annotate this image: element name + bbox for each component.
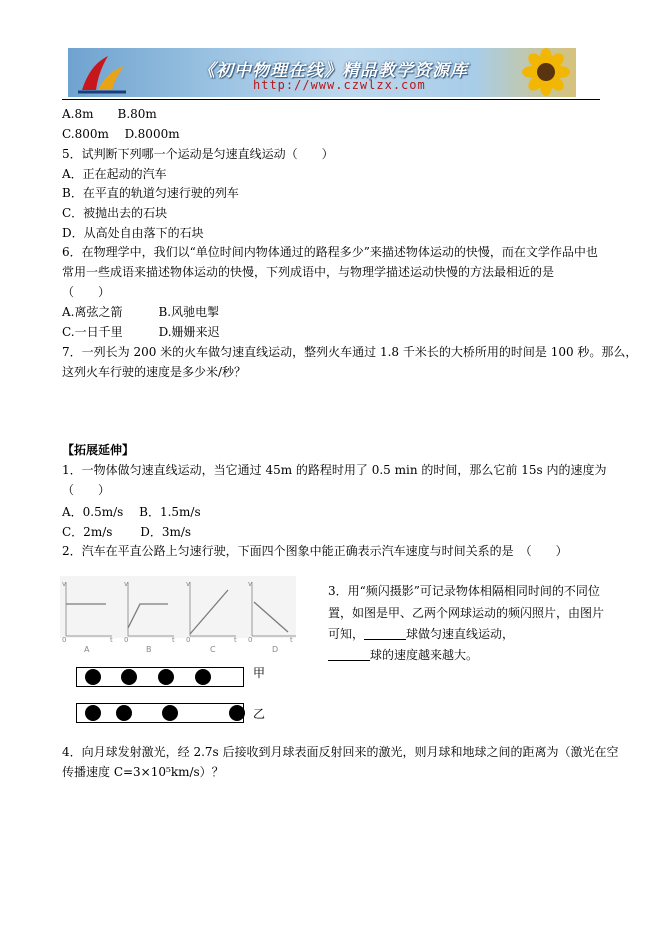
- text-line: 2．汽车在平直公路上匀速行驶，下面四个图象中能正确表示汽车速度与时间关系的是 （ ）: [62, 544, 568, 558]
- sunflower-icon: [506, 48, 570, 97]
- text-line: A.8m B.80m: [62, 107, 157, 121]
- answer-blank[interactable]: [364, 627, 406, 640]
- graph-label-c: C: [210, 645, 216, 654]
- svg-text:0: 0: [248, 636, 253, 644]
- strip-yi: [76, 703, 244, 723]
- svg-text:v: v: [62, 580, 67, 588]
- header-banner: [68, 48, 576, 97]
- graph-label-a: A: [84, 645, 90, 654]
- answer-blank[interactable]: [328, 648, 370, 661]
- text-line: C.800m D.8000m: [62, 127, 180, 141]
- text-line: 1．一物体做匀速直线运动，当它通过 45m 的路程时用了 0.5 min 的时间，那么它前 15s 内的速度为: [62, 463, 607, 477]
- svg-text:t: t: [110, 636, 113, 644]
- ball: [162, 705, 178, 721]
- text-line: 5．试判断下列哪一个运动是匀速直线运动（ ）: [62, 147, 334, 161]
- ball: [85, 669, 101, 685]
- text-line: 这列火车行驶的速度是多少米/秒？: [62, 365, 247, 379]
- header-rule: [62, 99, 600, 100]
- text-line: 6．在物理学中，我们以“单位时间内物体通过的路程多少”来描述物体运动的快慢，而在文学作品中也: [62, 245, 598, 259]
- text-line: A．0.5m/s B．1.5m/s: [62, 505, 201, 519]
- ball: [121, 669, 137, 685]
- q3-line1: 3．用“频闪摄影”可记录物体相隔相同时间的不同位: [328, 584, 600, 598]
- svg-text:0: 0: [186, 636, 191, 644]
- ball: [229, 705, 245, 721]
- text-line: C.一日千里 D.姗姗来迟: [62, 325, 220, 339]
- strip-label-yi: 乙: [253, 707, 266, 721]
- logo-icon: [74, 52, 130, 94]
- svg-text:v: v: [124, 580, 129, 588]
- text-line: （ ）: [62, 483, 111, 497]
- svg-text:0: 0: [124, 636, 129, 644]
- text-line: 7．一列长为 200 米的火车做匀速直线运动，整列火车通过 1.8 千米长的大桥所用的时间是 100 秒。那么，: [62, 345, 638, 359]
- svg-text:t: t: [172, 636, 175, 644]
- text-line: D．从高处自由落下的石块: [62, 226, 204, 240]
- text-line: A．正在起动的汽车: [62, 167, 167, 181]
- strip-label-jia: 甲: [253, 666, 266, 680]
- q3-line3: 可知， 球做匀速直线运动，: [328, 627, 515, 641]
- text-line: C．2m/s D．3m/s: [62, 525, 192, 539]
- ball: [116, 705, 132, 721]
- text-line: B．在平直的轨道匀速行驶的列车: [62, 186, 239, 200]
- q3-line4: 球的速度越来越大。: [328, 647, 478, 663]
- graph-label-b: B: [146, 645, 152, 654]
- text-line: C．被抛出去的石块: [62, 206, 168, 220]
- strip-jia: [76, 667, 244, 687]
- ball: [85, 705, 101, 721]
- svg-text:t: t: [234, 636, 237, 644]
- text-line: （ ）: [62, 285, 111, 299]
- text-line: 常用一些成语来描述物体运动的快慢，下列成语中，与物理学描述运动快慢的方法最相近的是: [62, 265, 555, 279]
- q3-line2: 置，如图是甲、乙两个网球运动的频闪照片，由图片: [328, 606, 605, 620]
- svg-text:0: 0: [62, 636, 67, 644]
- svg-text:t: t: [290, 636, 293, 644]
- svg-text:v: v: [248, 580, 253, 588]
- graph-label-d: D: [272, 645, 279, 654]
- q4-line2: 传播速度 C=3×10⁵km/s）？: [62, 765, 224, 779]
- ball: [195, 669, 211, 685]
- section-title: 【拓展延伸】: [62, 443, 135, 457]
- velocity-time-graphs: [60, 576, 296, 656]
- banner-url: http://www.czwlzx.com: [253, 78, 426, 92]
- q4-line1: 4．向月球发射激光，经 2.7s 后接收到月球表面反射回来的激光，则月球和地球之间的距离为（激光在空: [62, 745, 619, 759]
- text-line: A.离弦之箭 B.风驰电掣: [62, 305, 220, 319]
- banner-title: 《初中物理在线》精品教学资源库: [198, 61, 468, 81]
- svg-text:v: v: [186, 580, 191, 588]
- ball: [158, 669, 174, 685]
